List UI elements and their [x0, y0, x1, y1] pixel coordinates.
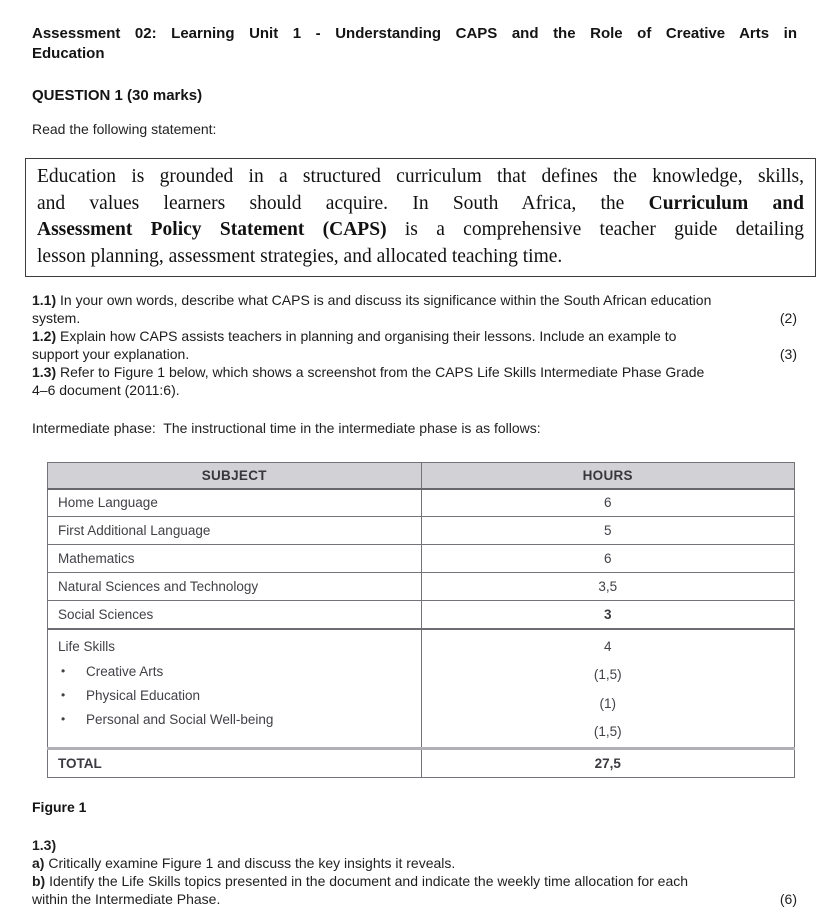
life-skills-row [48, 629, 795, 749]
list-item: • Personal and Social Well-being [61, 711, 274, 727]
hours-cell: 6 [421, 489, 795, 517]
sub-questions-block [32, 836, 797, 908]
hours-cell: 3,5 [421, 573, 795, 601]
page-title [32, 24, 797, 64]
table-header-hours: HOURS [421, 463, 795, 489]
life-skills-subject-cell [48, 629, 422, 749]
figure-caption: Figure 1 [32, 798, 87, 815]
table-row [48, 517, 795, 545]
subject-cell: Mathematics [48, 545, 422, 573]
hours-value: (1) [599, 695, 616, 711]
question-1-1-line1: 1.1) In your own words, describe what CAPS is and discuss its significance within the South African education [32, 292, 712, 308]
questions-block [32, 291, 797, 399]
question-number: a) [32, 854, 45, 871]
hours-value: (1,5) [593, 724, 622, 739]
life-skills-topic-list [58, 663, 421, 728]
bullet-icon: • [61, 663, 66, 678]
question-1-2-line2: support your explanation. (3) [32, 346, 797, 362]
subject-cell: First Additional Language [48, 517, 422, 545]
question-1-3-line2: 4–6 document (2011:6). [32, 382, 180, 398]
question-1-3-line1: 1.3) Refer to Figure 1 below, which shows a screenshot from the CAPS Life Skills Intermediate Phase Grade [32, 364, 705, 380]
question-number: 1.3) [32, 364, 57, 380]
question-number: b) [32, 872, 46, 889]
subject-cell: Social Sciences [48, 601, 422, 629]
table-header-subject: SUBJECT [48, 463, 422, 489]
subject-cell: Natural Sciences and Technology [48, 573, 422, 601]
statement-line: Education is grounded in a structured curriculum that defines the knowledge, skills, [37, 166, 804, 187]
hours-cell: 5 [421, 517, 795, 545]
page-title-line2: Education [32, 45, 105, 62]
page-title-line1: Assessment 02: Learning Unit 1 - Understanding CAPS and the Role of Creative Arts in [32, 25, 797, 42]
sub-question-b-line2: within the Intermediate Phase. (6) [32, 890, 797, 907]
bullet-icon: • [61, 687, 66, 702]
sub-question-heading: 1.3) [32, 836, 57, 853]
statement-line: Assessment Policy Statement (CAPS) is a comprehensive teacher guide detailing [37, 219, 804, 240]
instructional-time-table [47, 462, 795, 778]
hours-value: (1,5) [593, 667, 622, 682]
question-number: 1.1) [32, 292, 57, 308]
hours-value: 4 [603, 638, 612, 654]
figure-intro-text: Intermediate phase: The instructional time in the intermediate phase is as follows: [32, 420, 541, 436]
mark-allocation: (6) [779, 890, 797, 907]
hours-cell: 3 [421, 601, 795, 629]
total-label-cell: TOTAL [48, 748, 422, 777]
subject-cell: Home Language [48, 489, 422, 517]
table-row [48, 545, 795, 573]
total-row [48, 748, 795, 777]
question-1-1-line2: system. (2) [32, 310, 797, 326]
statement-line: and values learners should acquire. In South Africa, the Curriculum and [37, 192, 804, 214]
table-row [48, 573, 795, 601]
read-instruction: Read the following statement: [32, 121, 217, 137]
question-1-2-line1: 1.2) Explain how CAPS assists teachers in planning and organising their lessons. Include an example to [32, 328, 677, 344]
table-header-row [48, 463, 795, 489]
mark-allocation: (3) [779, 346, 797, 362]
sub-question-b-line1: b) Identify the Life Skills topics presented in the document and indicate the weekly time allocation for each [32, 872, 689, 889]
sub-question-a: a) Critically examine Figure 1 and discuss the key insights it reveals. [32, 854, 456, 871]
statement-box [25, 158, 816, 277]
instructional-time-table-wrap [47, 462, 795, 778]
list-item: • Physical Education [61, 687, 201, 703]
table-row [48, 489, 795, 517]
mark-allocation: (2) [779, 310, 797, 326]
total-hours-cell: 27,5 [421, 748, 795, 777]
life-skills-title: Life Skills [58, 638, 116, 654]
life-skills-hours-cell [421, 629, 795, 749]
list-item: • Creative Arts [61, 663, 164, 679]
bullet-icon: • [61, 711, 66, 726]
statement-line: lesson planning, assessment strategies, and allocated teaching time. [37, 245, 563, 267]
question-heading: QUESTION 1 (30 marks) [32, 87, 203, 104]
question-number: 1.2) [32, 328, 57, 344]
table-row [48, 601, 795, 629]
hours-cell: 6 [421, 545, 795, 573]
